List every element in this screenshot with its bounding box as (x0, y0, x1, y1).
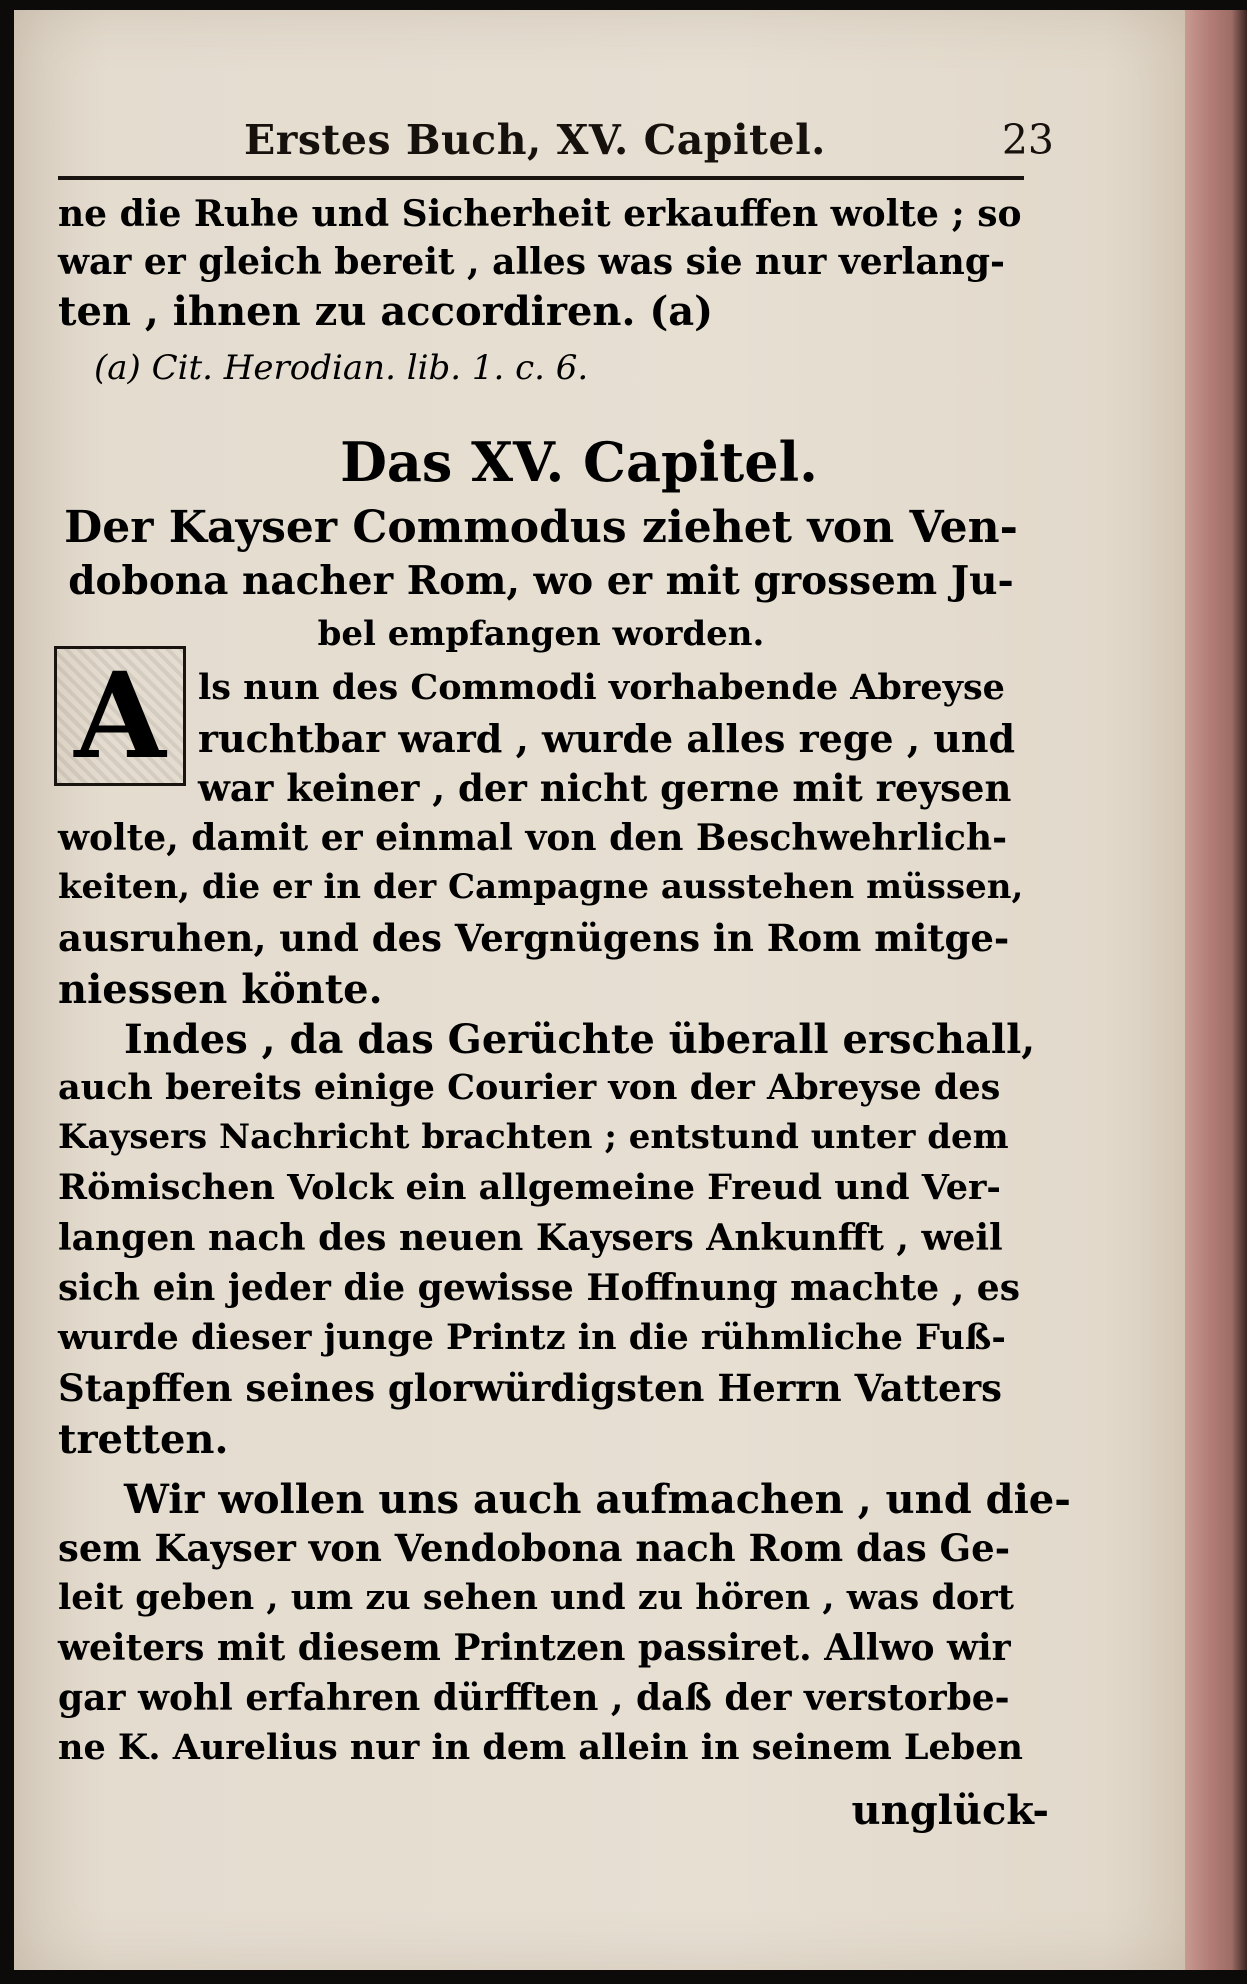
text-line: leit geben , um zu sehen und zu hören , was dort (58, 1577, 1014, 1618)
text-line: gar wohl erfahren dürfften , daß der verstorbe- (58, 1677, 1010, 1719)
page-edge (1185, 10, 1247, 1970)
text-line: Wir wollen uns auch aufmachen , und die- (124, 1476, 1071, 1523)
header-rule (58, 176, 1024, 180)
chapter-title: Das XV. Capitel. (340, 430, 818, 494)
text-line: Stapffen seines glorwürdigsten Herrn Vatters (58, 1366, 1002, 1410)
text-line: ruchtbar ward , wurde alles rege , und (198, 716, 1016, 761)
text-line: sich ein jeder die gewisse Hoffnung machte , es (58, 1267, 1020, 1309)
text-line: keiten, die er in der Campagne ausstehen müssen, (58, 867, 1024, 907)
page-header (244, 116, 1074, 176)
book-page (14, 10, 1199, 1970)
drop-capital: A (54, 646, 186, 786)
running-title: Erstes Buch, XV. Capitel. (244, 116, 826, 164)
text-line: langen nach des neuen Kaysers Ankunfft , weil (58, 1217, 1003, 1259)
text-line: ten , ihnen zu accordiren. (a) (58, 288, 714, 335)
text-line: ls nun des Commodi vorhabende Abreyse (198, 667, 1005, 708)
chapter-summary-line: bel empfangen worden. (317, 614, 765, 654)
text-line: niessen könte. (58, 966, 383, 1013)
text-line: sem Kayser von Vendobona nach Rom das Ge- (58, 1526, 1011, 1570)
text-line: tretten. (58, 1416, 229, 1463)
chapter-summary-line: dobona nacher Rom, wo er mit grossem Ju- (68, 558, 1014, 604)
text-line: auch bereits einige Courier von der Abreyse des (58, 1067, 1001, 1108)
text-line: wolte, damit er einmal von den Beschwehrlich- (58, 817, 1008, 859)
footnote: (a) Cit. Herodian. lib. 1. c. 6. (94, 348, 589, 388)
text-line: Römischen Volck ein allgemeine Freud und Ver- (58, 1167, 1001, 1208)
text-line: Indes , da das Gerüchte überall erschall, (124, 1016, 1036, 1063)
text-line: weiters mit diesem Printzen passiret. Allwo wir (58, 1627, 1011, 1669)
text-line: ne K. Aurelius nur in dem allein in seinem Leben (58, 1727, 1023, 1768)
page-number: 23 (1001, 116, 1054, 164)
text-line: ne die Ruhe und Sicherheit erkauffen wolte ; so (58, 193, 1022, 235)
chapter-summary-line: Der Kayser Commodus ziehet von Ven- (64, 502, 1018, 553)
text-line: war keiner , der nicht gerne mit reysen (198, 766, 1012, 810)
text-line: war er gleich bereit , alles was sie nur verlang- (58, 241, 1005, 283)
text-line: ausruhen, und des Vergnügens in Rom mitge- (58, 916, 1010, 960)
text-line: Kaysers Nachricht brachten ; entstund unter dem (58, 1117, 1009, 1157)
catchword: unglück- (851, 1787, 1049, 1834)
text-line: wurde dieser junge Printz in die rühmliche Fuß- (58, 1317, 1006, 1358)
